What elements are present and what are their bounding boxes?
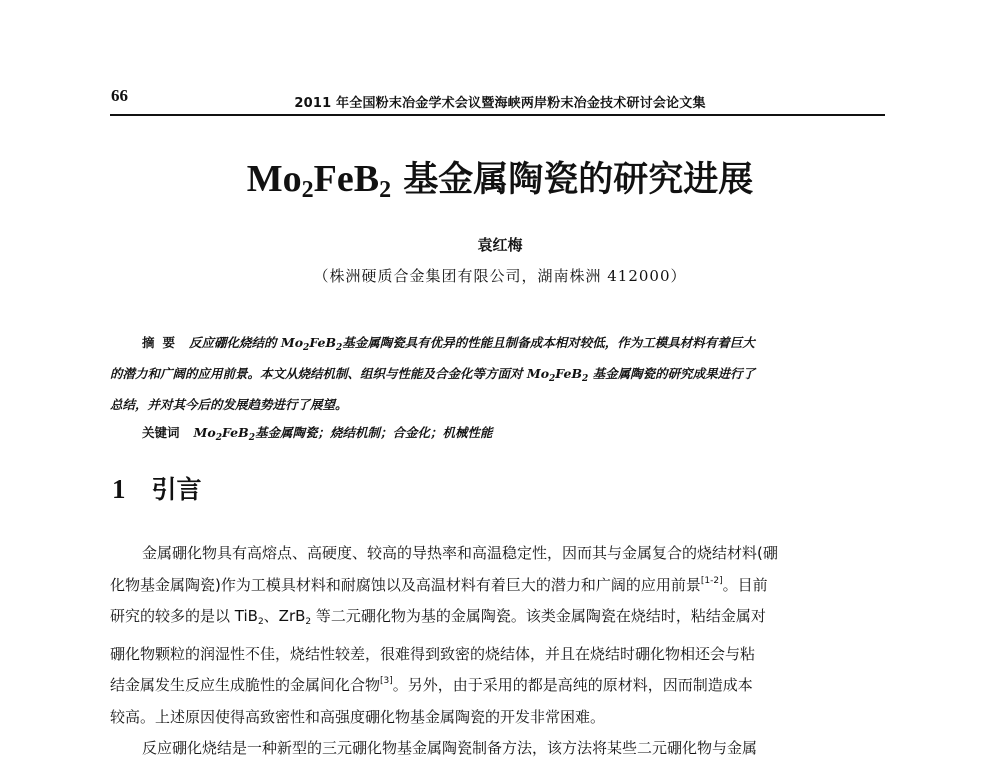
affiliation: （株洲硬质合金集团有限公司，湖南株洲 412000） — [313, 267, 687, 285]
citation-ref: [1-2] — [700, 575, 723, 586]
abstract-line-3: 总结，并对其今后的发展趋势进行了展望。 — [110, 397, 348, 412]
abstract-text: 基金属陶瓷的研究成果进行了 — [588, 366, 756, 381]
header-rule — [110, 114, 885, 116]
body-text-run: 等二元硼化物为基的金属陶瓷。该类金属陶瓷在烧结时，粘结金属对 — [311, 607, 766, 625]
title-chinese: 基金属陶瓷的研究进展 — [391, 160, 754, 200]
section-title: 引言 — [151, 475, 202, 504]
body-subscript: 2 — [305, 617, 312, 627]
paper-title — [100, 152, 900, 204]
body-line: 硼化物颗粒的润湿性不佳，烧结性较差，很难得到致密的烧结体，并且在烧结时硼化物相还会与粘 — [110, 644, 756, 663]
body-text — [110, 538, 890, 765]
keyword-subscript: 2 — [215, 433, 222, 443]
keyword-subscript: 2 — [248, 433, 255, 443]
body-text-run: 化物基金属陶瓷)作为工模具材料和耐腐蚀以及高温材料有着巨大的潜力和广阔的应用前景 — [110, 575, 701, 594]
abstract-line-2 — [110, 361, 885, 392]
body-text-run: 。目前 — [722, 575, 768, 594]
keywords — [142, 423, 882, 443]
title-formula-mo: Mo — [246, 158, 302, 200]
body-line — [110, 670, 890, 702]
keyword-text: 基金属陶瓷；烧结机制；合金化；机械性能 — [254, 425, 493, 440]
body-line — [110, 570, 890, 602]
abstract-text: FeB — [555, 366, 583, 381]
author: 袁红梅 — [477, 236, 523, 254]
page-number: 66 — [111, 86, 128, 105]
abstract-line-1 — [110, 330, 885, 361]
abstract-subscript: 2 — [549, 374, 556, 384]
body-subscript: 2 — [257, 617, 264, 627]
body-line — [110, 601, 890, 639]
abstract-subscript: 2 — [336, 343, 343, 353]
section-heading — [112, 470, 202, 506]
abstract-text: 的潜力和广阔的应用前景。本文从烧结机制、组织与性能及合金化等方面对 Mo — [110, 366, 550, 381]
body-line: 较高。上述原因使得高致密性和高强度硼化物基金属陶瓷的开发非常困难。 — [110, 707, 606, 726]
citation-ref: [3] — [380, 676, 393, 686]
abstract-text: FeB — [309, 335, 337, 350]
abstract-subscript: 2 — [582, 374, 589, 384]
body-line: 金属硼化物具有高熔点、高硬度、较高的导热率和高温稳定性，因而其与金属复合的烧结材料(硼 — [142, 544, 778, 562]
abstract — [110, 330, 885, 417]
section-number: 1 — [112, 474, 126, 504]
body-line: 反应硼化烧结是一种新型的三元硼化物基金属陶瓷制备方法，该方法将某些二元硼化物与金属 — [142, 739, 758, 757]
body-text-run: 结金属发生反应生成脆性的金属间化合物 — [110, 676, 381, 694]
running-header: 2011 年全国粉末冶金学术会议暨海峡两岸粉末冶金技术研讨会论文集 — [294, 96, 706, 111]
abstract-subscript: 2 — [303, 343, 310, 353]
keywords-label: 关键词 — [142, 425, 180, 440]
keyword-text: Mo — [193, 425, 216, 440]
abstract-label: 摘要 — [142, 335, 184, 350]
body-text-run: 、ZrB — [263, 607, 306, 625]
body-text-run: 。另外，由于采用的都是高纯的原材料，因而制造成本 — [392, 676, 753, 694]
abstract-text: 基金属陶瓷具有优异的性能且制备成本相对较低，作为工模具材料有着巨大 — [342, 335, 755, 350]
title-formula-feb: FeB — [313, 158, 380, 200]
abstract-text: 反应硼化烧结的 Mo — [189, 335, 304, 350]
title-sub-1: 2 — [301, 177, 314, 203]
keyword-text: FeB — [221, 425, 249, 440]
body-text-run: 研究的较多的是以 TiB — [110, 607, 258, 625]
title-sub-2: 2 — [379, 177, 392, 203]
